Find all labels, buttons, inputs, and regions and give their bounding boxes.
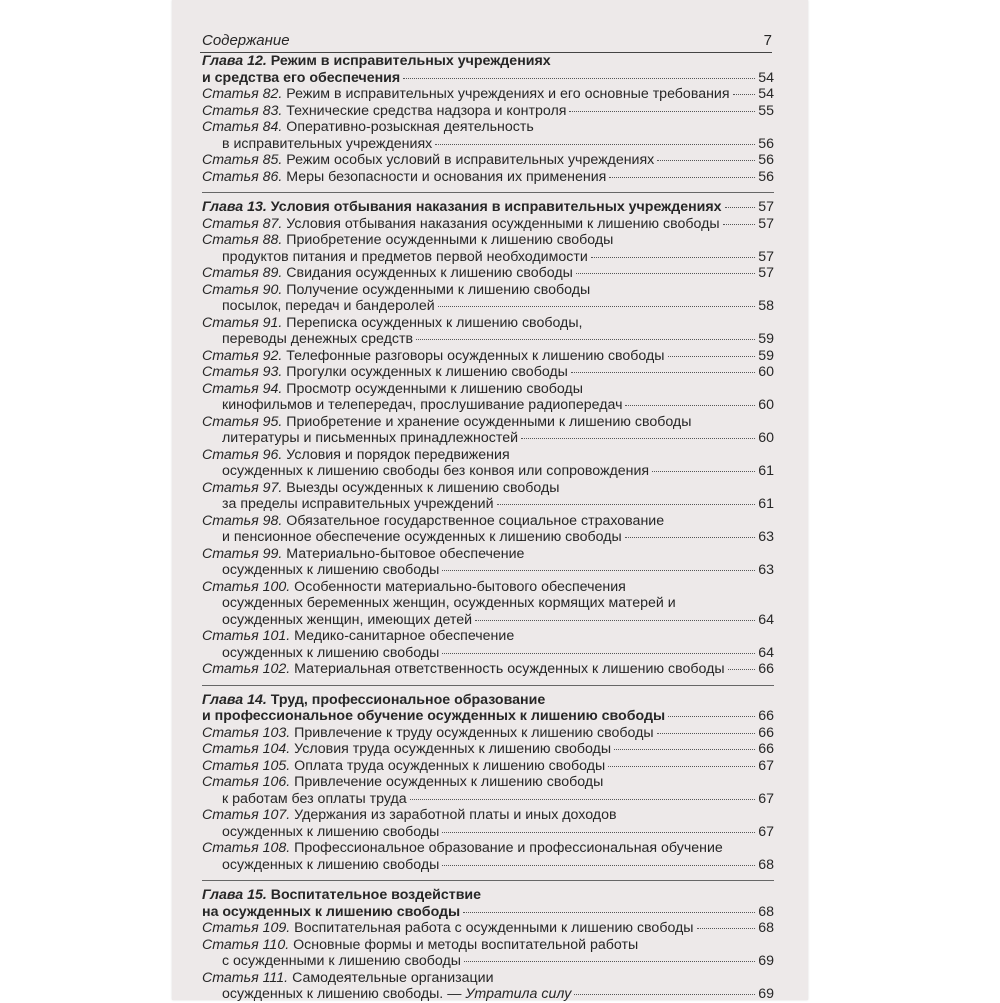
leader-dots [614,749,755,750]
article-label: Статья 84. [202,119,283,135]
toc-entry-article[interactable] [202,381,774,414]
article-label: Статья 91. [202,314,283,331]
leader-dots [435,144,755,145]
article-title-cont: переводы денежных средств [222,331,413,347]
page-ref: 66 [758,708,774,724]
article-title-line [202,725,774,742]
leader-dots [442,832,755,833]
page-number: 7 [763,32,772,49]
article-title-line [202,315,774,332]
article-title: Режим в исправительных учреждениях и его основные требования [286,86,730,102]
toc-entry-article[interactable] [202,513,774,546]
toc-entry-article[interactable] [202,758,774,775]
toc-entry-article[interactable] [202,152,774,169]
toc-entry-article[interactable] [202,86,774,103]
toc-entry-article[interactable] [202,232,774,265]
article-title: Привлечение осужденных к лишению свободы [294,774,604,790]
chapter-title-line [202,904,774,921]
article-title-cont: осужденных к лишению свободы [222,644,440,661]
article-title: Выезды осужденных к лишению свободы [286,479,560,496]
page-ref: 57 [758,265,774,281]
article-title: Получение осужденными к лишению свободы [286,281,591,298]
leader-dots [591,257,755,258]
article-title-line [202,774,774,791]
page-ref: 67 [758,757,774,774]
leader-dots [463,912,755,913]
leader-dots [576,273,755,274]
article-title-line [202,986,774,1003]
toc-entry-article[interactable] [202,282,774,315]
article-title: Привлечение к труду осужденных к лишению свободы [294,724,654,741]
toc-entry-article[interactable] [202,937,774,970]
page-ref: 59 [758,347,774,364]
article-title-cont: посылок, передач и бандеролей [222,298,435,314]
article-title-line [202,447,774,464]
article-title-line [202,249,774,266]
article-title: Удержания из заработной платы и иных доходов [294,807,617,823]
article-title: Приобретение осужденными к лишению свободы [286,232,614,248]
leader-dots [442,865,755,866]
article-title-line [202,298,774,315]
article-title-line [202,103,774,120]
page-ref: 54 [758,86,774,102]
chapter-heading[interactable] [202,199,774,216]
leader-dots [625,537,756,538]
article-title-line [202,807,774,824]
header-title: Содержание [202,32,290,49]
chapter-heading[interactable] [202,692,774,725]
toc-entry-article[interactable] [202,414,774,447]
article-label: Статья 104. [202,741,291,757]
article-label: Статья 109. [202,920,291,936]
toc-entry-article[interactable] [202,970,774,1003]
article-label: Статья 82. [202,86,283,102]
article-title-line [202,741,774,758]
article-title-line [202,216,774,233]
article-label: Статья 103. [202,724,291,741]
article-title-line [202,953,774,970]
toc-entry-article[interactable] [202,169,774,186]
article-label: Статья 89. [202,265,283,281]
toc-entry-article[interactable] [202,348,774,365]
article-title-line [202,937,774,954]
article-title: Обязательное государственное социальное страхование [286,512,665,529]
toc-entry-article[interactable] [202,119,774,152]
page-ref: 60 [758,364,774,380]
article-title-cont: осужденных к лишению свободы [222,856,440,873]
article-title-cont: с осужденными к лишению свободы [222,953,461,969]
chapter-section [202,53,774,185]
page-ref: 64 [758,644,774,661]
article-title-cont: осужденных к лишению свободы [222,562,440,578]
page-ref: 55 [758,102,774,119]
article-title-cont: осужденных к лишению свободы. — [222,986,462,1002]
page-ref: 61 [758,463,774,479]
page-ref: 57 [758,199,774,215]
running-header [200,30,772,53]
article-label: Статья 98. [202,512,283,529]
article-title-line [202,480,774,497]
leader-dots [475,620,755,621]
article-title-line [202,414,774,431]
chapter-title-line [202,692,774,709]
article-label: Статья 90. [202,281,283,298]
article-title: Условия отбывания наказания осужденными к лишению свободы [286,215,720,232]
toc-entry-article[interactable] [202,480,774,513]
article-title-cont: и пенсионное обеспечение осужденных к лишению свободы [222,529,622,545]
article-title: Свидания осужденных к лишению свободы [286,265,573,281]
toc-entry-article[interactable] [202,364,774,381]
chapter-title: Труд, профессиональное образование [270,691,546,708]
article-label: Статья 107. [202,807,291,823]
chapter-heading[interactable] [202,887,774,920]
page-ref: 64 [758,611,774,628]
chapter-section [202,880,774,1003]
article-title: Прогулки осужденных к лишению свободы [286,364,568,380]
leader-dots [609,177,755,178]
page-ref: 66 [758,741,774,757]
leader-dots [725,207,756,208]
article-label: Статья 97. [202,479,283,496]
article-title: Меры безопасности и основания их применения [286,168,607,185]
article-title-line [202,331,774,348]
article-label: Статья 106. [202,774,291,790]
page-ref: 68 [758,920,774,936]
book-page [172,0,808,1000]
article-title-cont: в исправительных учреждениях [222,135,433,152]
page-ref: 56 [758,152,774,168]
article-title-line [202,119,774,136]
article-title: Самодеятельные организации [292,969,494,986]
chapter-title-line [202,70,774,87]
article-title: Переписка осужденных к лишению свободы, [286,314,583,331]
article-title: Основные формы и методы воспитательной работы [293,936,639,953]
article-title-line [202,513,774,530]
article-title-cont: кинофильмов и телепередач, прослушивание радиопередач [222,397,623,413]
leader-dots [571,372,755,373]
toc-entry-article[interactable] [202,628,774,661]
leader-dots [728,669,756,670]
toc-entry-article[interactable] [202,661,774,678]
article-title-cont: литературы и письменных принадлежностей [222,430,519,446]
repealed-note: Утратила силу [465,986,572,1002]
article-title-line [202,970,774,987]
article-title-line [202,562,774,579]
toc-entry-article[interactable] [202,216,774,233]
article-title: Условия труда осужденных к лишению свободы [294,741,612,757]
article-label: Статья 94. [202,380,283,397]
leader-dots [608,766,755,767]
chapter-title-line [202,53,774,70]
toc-entry-article[interactable] [202,725,774,742]
article-title-line [202,381,774,398]
chapter-title: Воспитательное воздействие [270,887,482,903]
toc-entry-article[interactable] [202,741,774,758]
leader-dots [569,111,755,112]
toc-entry-article[interactable] [202,920,774,937]
article-title-line [202,628,774,645]
chapter-label: Глава 12. [202,53,267,69]
leader-dots [403,78,755,79]
chapter-label: Глава 15. [202,887,267,903]
page-ref: 56 [758,168,774,185]
chapter-title-cont: и профессиональное обучение осужденных к лишению свободы [202,708,666,724]
article-title-line [202,265,774,282]
article-title: Технические средства надзора и контроля [286,102,567,119]
article-title-cont: за пределы исправительных учреждений [222,496,494,512]
leader-dots [442,570,755,571]
leader-dots [497,504,756,505]
leader-dots [723,224,756,225]
chapter-title-cont: на осужденных к лишению свободы [202,903,461,920]
page-ref: 63 [758,562,774,578]
article-label: Статья 96. [202,446,283,463]
article-label: Статья 88. [202,232,283,248]
toc-entry-article[interactable] [202,579,774,629]
chapter-title-cont: и средства его обеспечения [202,69,401,86]
article-title: Оперативно-розыскная деятельность [286,119,534,135]
article-title-line [202,397,774,414]
page-ref: 68 [758,856,774,873]
article-title-line [202,232,774,249]
toc-entry-article[interactable] [202,315,774,348]
article-title-line [202,791,774,808]
article-label: Статья 92. [202,347,283,364]
toc-entry-article[interactable] [202,447,774,480]
article-title-cont: осужденных женщин, имеющих детей [222,611,473,628]
leader-dots [668,356,756,357]
article-label: Статья 83. [202,102,283,119]
toc-entry-article[interactable] [202,807,774,840]
chapter-heading[interactable] [202,53,774,86]
chapter-title-line [202,708,774,725]
article-title: Профессиональное образование и профессиональная обучение [294,840,723,856]
article-title-line [202,920,774,937]
article-title: Условия и порядок передвижения [286,446,510,463]
chapter-title-line [202,887,774,904]
article-title-line [202,348,774,365]
article-title: Телефонные разговоры осужденных к лишению свободы [286,347,665,364]
page-ref: 63 [758,529,774,545]
article-title-line [202,463,774,480]
page-ref: 57 [758,248,774,265]
page-ref: 59 [758,331,774,347]
chapter-section [202,685,774,874]
toc-entry-article[interactable] [202,265,774,282]
chapter-title-line [202,199,774,216]
leader-dots [668,716,755,717]
article-title: Просмотр осужденными к лишению свободы [286,380,583,397]
leader-dots [657,733,756,734]
leader-dots [697,928,756,929]
article-title-cont: продуктов питания и предметов первой необходимости [222,248,588,265]
article-title: Медико-санитарное обеспечение [294,628,515,644]
article-title: Особенности материально-бытового обеспечения [294,578,626,595]
article-label: Статья 87. [202,215,283,232]
article-title-line [202,579,774,596]
article-title-line [202,169,774,186]
toc-entry-article[interactable] [202,103,774,120]
chapter-label: Глава 13. [202,199,267,215]
leader-dots [652,471,755,472]
page-ref: 57 [758,215,774,232]
article-title-line [202,546,774,563]
article-title-line [202,282,774,299]
page-ref: 54 [758,69,774,86]
article-title-line [202,529,774,546]
article-title-line: осужденных беременных женщин, осужденных кормящих матерей и [222,595,676,611]
article-title-line [202,152,774,169]
article-title-line [202,364,774,381]
article-title: Материальная ответственность осужденных к лишению свободы [294,661,725,677]
leader-dots [464,961,755,962]
article-title-line [202,840,774,857]
article-label: Статья 85. [202,152,283,168]
article-label: Статья 101. [202,628,291,644]
article-label: Статья 95. [202,413,283,430]
article-label: Статья 108. [202,840,291,856]
page-ref: 56 [758,135,774,152]
leader-dots [416,339,755,340]
leader-dots [733,94,756,95]
article-title: Приобретение и хранение осужденными к лишению свободы [286,413,692,430]
page-ref: 58 [758,298,774,314]
page-ref: 66 [758,661,774,677]
toc-entry-article[interactable] [202,840,774,873]
chapter-label: Глава 14. [202,691,267,708]
article-title-line [202,86,774,103]
article-title-line [202,612,774,629]
leader-dots [410,799,756,800]
leader-dots [442,653,755,654]
page-ref: 60 [758,397,774,413]
article-label: Статья 100. [202,578,291,595]
leader-dots [574,994,755,995]
article-title-line [202,857,774,874]
leader-dots [521,438,755,439]
article-title-cont: к работам без оплаты труда [222,790,407,807]
page-ref: 69 [758,953,774,969]
article-title-line [202,430,774,447]
article-label: Статья 99. [202,545,283,562]
chapter-title: Режим в исправительных учреждениях [270,53,551,69]
chapter-title: Условия отбывания наказания в исправительных учреждениях [270,199,722,215]
article-title-cont: осужденных к лишению свободы [222,823,440,840]
article-title: Режим особых условий в исправительных учреждениях [286,152,655,168]
article-title-cont: осужденных к лишению свободы без конвоя или сопровождения [222,463,650,479]
leader-dots [625,405,755,406]
article-title-line [202,136,774,153]
article-title-line [202,645,774,662]
page-ref: 61 [758,496,774,512]
page-ref: 66 [758,724,774,741]
article-label: Статья 102. [202,661,291,677]
page-ref: 60 [758,430,774,446]
article-title: Материально-бытовое обеспечение [286,545,525,562]
article-title-line [202,496,774,513]
article-label: Статья 86. [202,168,283,185]
article-title: Оплата труда осужденных к лишению свободы [294,757,606,774]
article-title-line [202,824,774,841]
article-label: Статья 110. [202,936,290,953]
leader-dots [657,160,755,161]
article-label: Статья 105. [202,757,291,774]
page-ref: 69 [758,986,774,1002]
page-ref: 67 [758,823,774,840]
leader-dots [438,306,756,307]
article-title-line [202,661,774,678]
page-ref: 68 [758,903,774,920]
table-of-contents [202,53,774,1003]
article-title: Воспитательная работа с осужденными к лишению свободы [294,920,694,936]
chapter-section [202,192,774,678]
article-title-line [202,758,774,775]
article-label: Статья 111. [202,969,289,986]
page-ref: 67 [758,790,774,807]
toc-entry-article[interactable] [202,774,774,807]
toc-entry-article[interactable] [202,546,774,579]
article-label: Статья 93. [202,364,283,380]
